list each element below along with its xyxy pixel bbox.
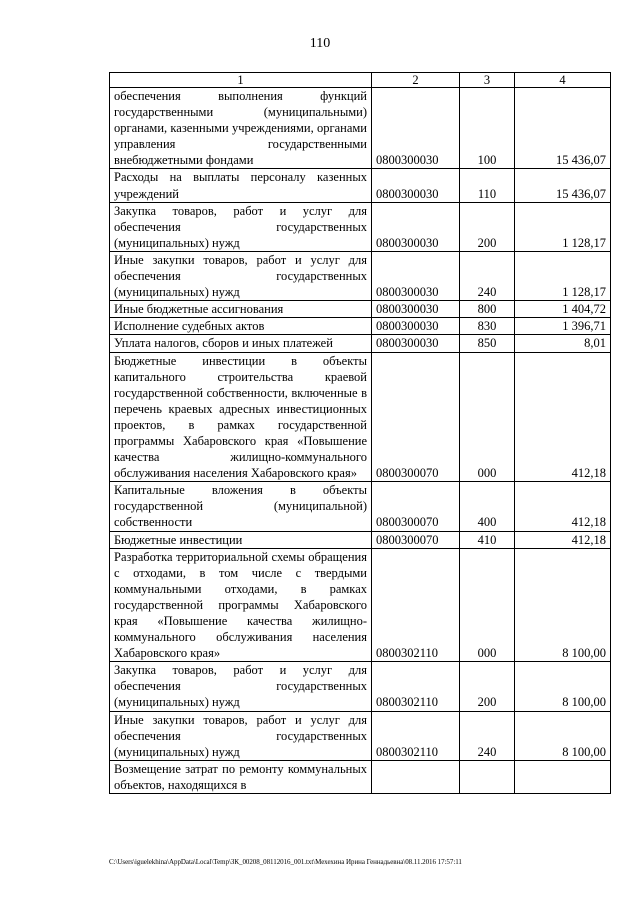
table-row: [110, 318, 611, 335]
row-sum: 1 128,17: [515, 251, 611, 300]
row-sum: 8,01: [515, 335, 611, 352]
row-type: 400: [460, 482, 515, 531]
row-name: Уплата налогов, сборов и иных платежей: [110, 335, 372, 352]
row-type: 800: [460, 301, 515, 318]
budget-table: [109, 72, 611, 794]
row-type: 240: [460, 711, 515, 760]
table-row: [110, 335, 611, 352]
row-type: [460, 760, 515, 793]
row-type: 850: [460, 335, 515, 352]
row-sum: 1 396,71: [515, 318, 611, 335]
row-code: 0800300030: [372, 335, 460, 352]
table-row: [110, 88, 611, 169]
row-sum: [515, 760, 611, 793]
row-type: 200: [460, 662, 515, 711]
row-code: 0800300030: [372, 88, 460, 169]
row-code: 0800302110: [372, 711, 460, 760]
table-header-row: [110, 73, 611, 88]
row-name: Иные закупки товаров, работ и услуг для обеспечения государственных (муниципальных) нужд: [110, 251, 372, 300]
table-row: [110, 760, 611, 793]
row-name: Исполнение судебных актов: [110, 318, 372, 335]
row-code: [372, 760, 460, 793]
table-row: [110, 301, 611, 318]
table-row: [110, 548, 611, 662]
column-header-code: 2: [372, 73, 460, 88]
row-type: 100: [460, 88, 515, 169]
column-header-name: 1: [110, 73, 372, 88]
row-code: 0800300030: [372, 202, 460, 251]
row-sum: 15 436,07: [515, 169, 611, 202]
table-row: [110, 662, 611, 711]
row-code: 0800300030: [372, 318, 460, 335]
row-sum: 8 100,00: [515, 711, 611, 760]
table-row: [110, 352, 611, 482]
row-sum: 8 100,00: [515, 548, 611, 662]
row-type: 410: [460, 531, 515, 548]
column-header-type: 3: [460, 73, 515, 88]
row-name: Иные закупки товаров, работ и услуг для обеспечения государственных (муниципальных) нужд: [110, 711, 372, 760]
row-name: Бюджетные инвестиции: [110, 531, 372, 548]
row-code: 0800302110: [372, 548, 460, 662]
row-sum: 412,18: [515, 352, 611, 482]
row-sum: 1 128,17: [515, 202, 611, 251]
row-name: Капитальные вложения в объекты государственной (муниципальной) собственности: [110, 482, 372, 531]
row-name: Закупка товаров, работ и услуг для обеспечения государственных (муниципальных) нужд: [110, 202, 372, 251]
row-code: 0800302110: [372, 662, 460, 711]
row-type: 000: [460, 548, 515, 662]
row-sum: 412,18: [515, 482, 611, 531]
row-code: 0800300030: [372, 251, 460, 300]
row-code: 0800300070: [372, 531, 460, 548]
row-type: 240: [460, 251, 515, 300]
row-type: 830: [460, 318, 515, 335]
table-row: [110, 711, 611, 760]
row-sum: 8 100,00: [515, 662, 611, 711]
row-name: Возмещение затрат по ремонту коммунальных объектов, находящихся в: [110, 760, 372, 793]
row-name: Разработка территориальной схемы обращения с отходами, в том числе с твердыми коммунальными отходами, в рамках государственной программы Хабаровского края «Повышение качества жилищно-коммунального обслуживания населения Хабаровского края»: [110, 548, 372, 662]
table-row: [110, 531, 611, 548]
row-code: 0800300030: [372, 301, 460, 318]
row-code: 0800300070: [372, 482, 460, 531]
row-type: 110: [460, 169, 515, 202]
document-footer-path: C:\Users\iguelekhina\AppData\Local\Temp\ЗК_00208_08112016_001.txt\Мехехина Ирина Геннадьевна\08.11.2016 17:57:11: [109, 858, 462, 866]
column-header-sum: 4: [515, 73, 611, 88]
table-row: [110, 482, 611, 531]
page-number: 110: [309, 36, 331, 51]
row-type: 200: [460, 202, 515, 251]
table-row: [110, 169, 611, 202]
row-name: Закупка товаров, работ и услуг для обеспечения государственных (муниципальных) нужд: [110, 662, 372, 711]
row-name: Иные бюджетные ассигнования: [110, 301, 372, 318]
table-row: [110, 202, 611, 251]
row-name: Расходы на выплаты персоналу казенных учреждений: [110, 169, 372, 202]
row-name: Бюджетные инвестиции в объекты капитального строительства краевой государственной собственности, включенные в перечень краевых адресных инвестиционных проектов, в рамках государственной программы Хабаровского края «Повышение качества жилищно-коммунального обслуживания населения Хабаровского края»: [110, 352, 372, 482]
table-row: [110, 251, 611, 300]
row-sum: 1 404,72: [515, 301, 611, 318]
row-code: 0800300030: [372, 169, 460, 202]
row-type: 000: [460, 352, 515, 482]
row-sum: 412,18: [515, 531, 611, 548]
row-code: 0800300070: [372, 352, 460, 482]
row-name: обеспечения выполнения функций государственными (муниципальными) органами, казенными учреждениями, органами управления государственными внебюджетными фондами: [110, 88, 372, 169]
row-sum: 15 436,07: [515, 88, 611, 169]
